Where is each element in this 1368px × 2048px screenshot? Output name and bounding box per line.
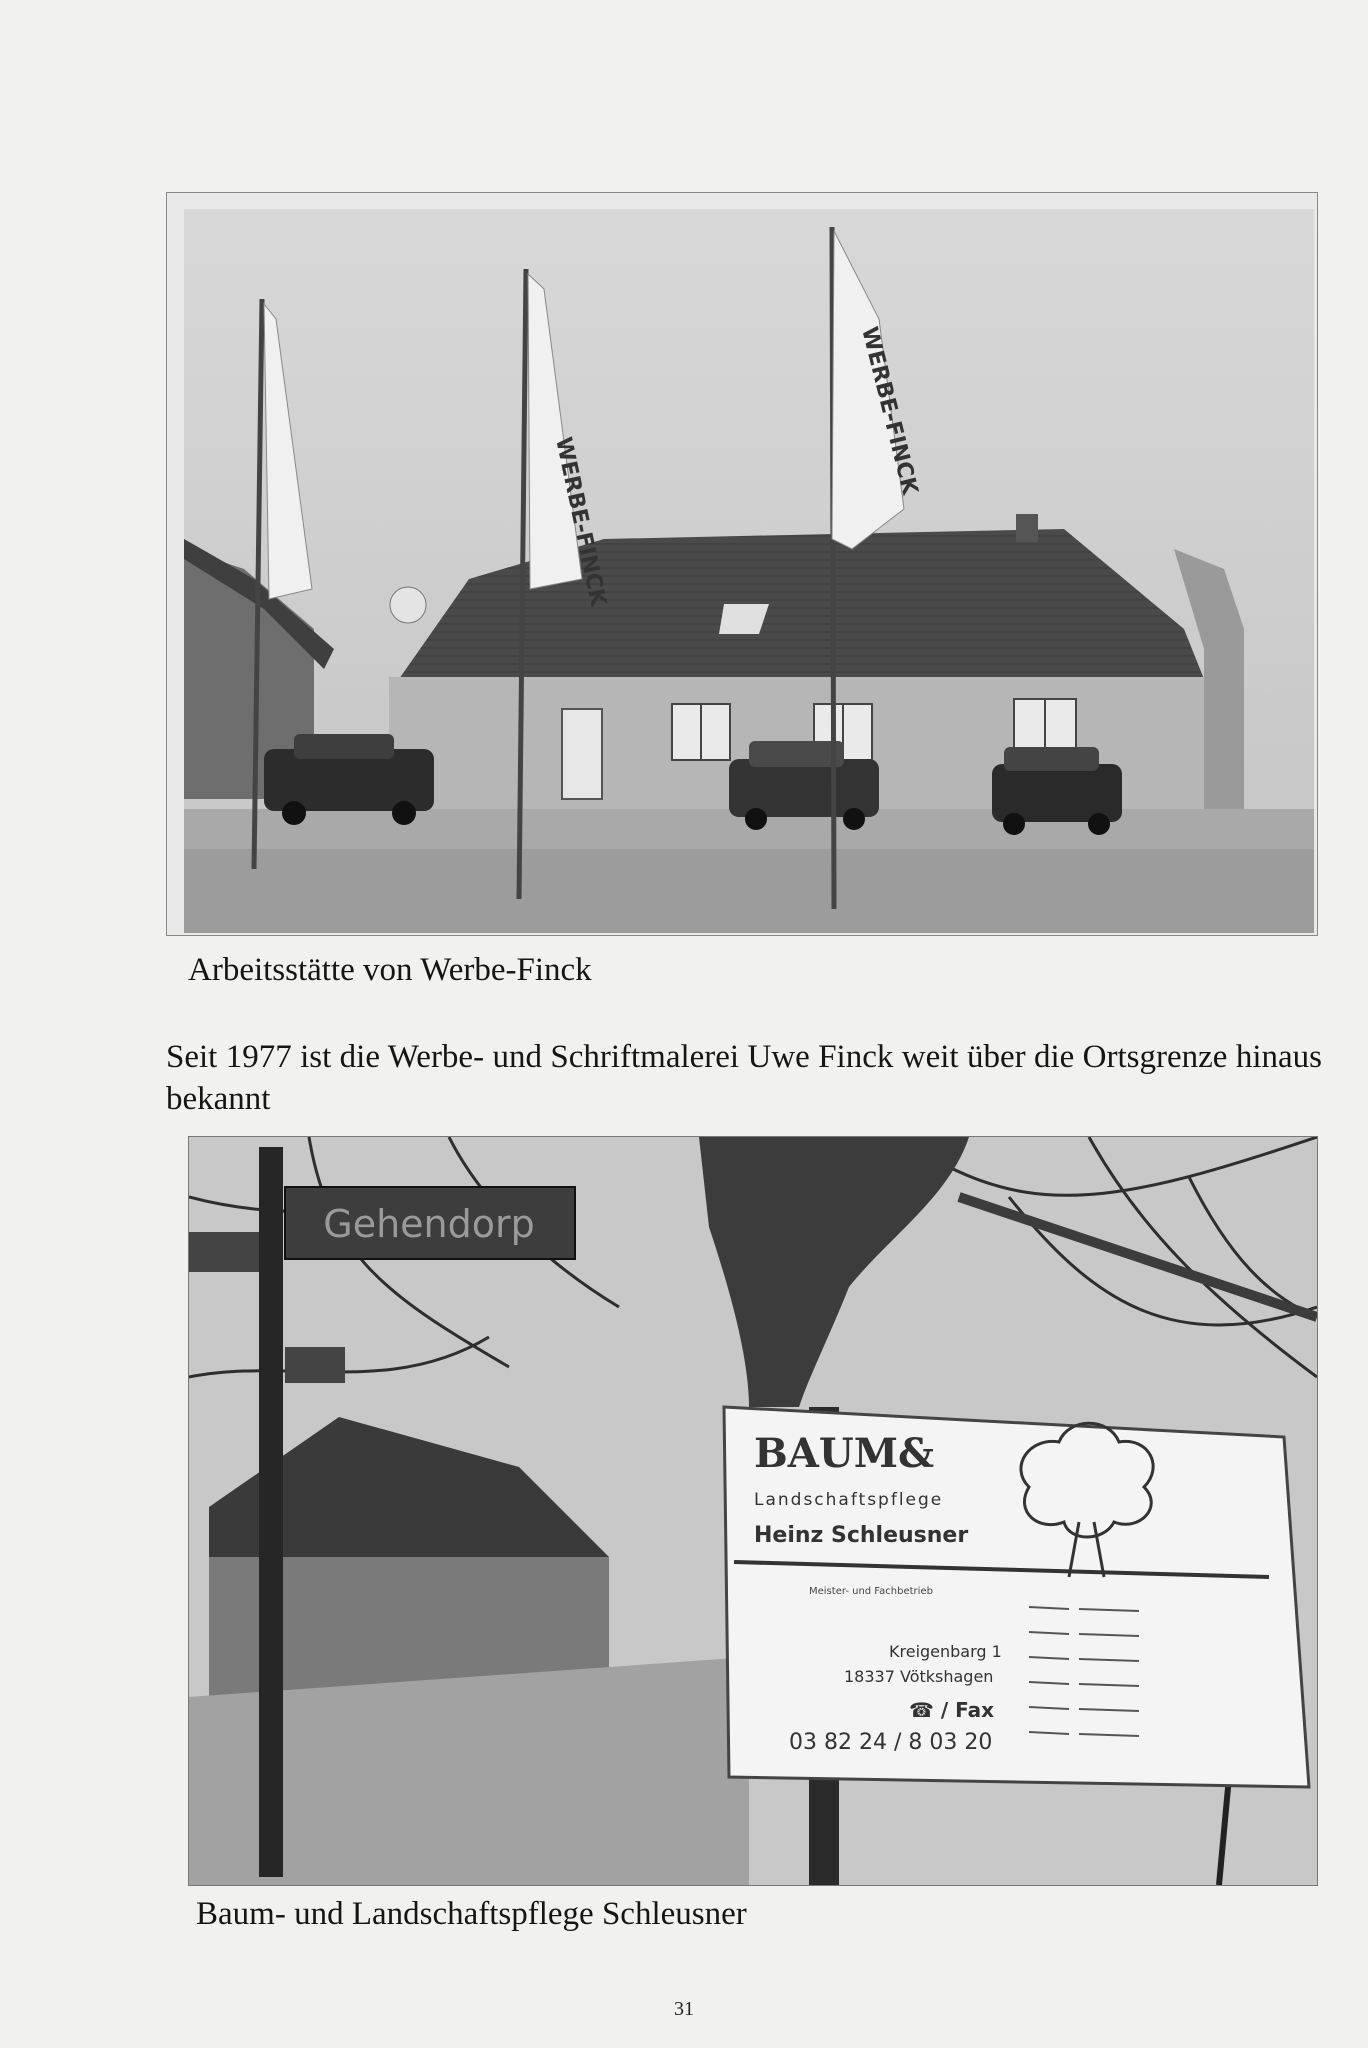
sign-photo-illustration <box>189 1137 1317 1885</box>
satellite-dish <box>390 587 426 623</box>
chimney <box>1016 514 1038 542</box>
sign-arm <box>285 1347 345 1383</box>
flag-lettering: WERBE-FINCK <box>856 324 923 498</box>
sign-title: BAUM& <box>754 1430 935 1477</box>
street-sign-text: Gehendorp <box>323 1202 535 1246</box>
page-number: 31 <box>674 1998 694 2020</box>
paragraph-text: Seit 1977 ist die Werbe- und Schriftmalerei Uwe Finck weit über die Ortsgrenze hinaus bekannt <box>166 1039 1322 1117</box>
sign-phone-label: ☎ / Fax <box>909 1698 995 1722</box>
building-photo-illustration <box>184 209 1314 933</box>
flag-lettering: WERBE-FINCK <box>550 435 611 609</box>
sign-owner: Heinz Schleusner <box>754 1523 969 1548</box>
caption-werbe-finck: Arbeitsstätte von Werbe-Finck <box>188 952 592 988</box>
photo-frame-werbe-finck <box>166 192 1318 936</box>
front-door <box>562 709 602 799</box>
photo-schleusner-sign <box>188 1136 1318 1886</box>
sign-phone: 03 82 24 / 8 03 20 <box>789 1730 993 1755</box>
caption-schleusner: Baum- und Landschaftspflege Schleusner <box>196 1896 747 1932</box>
signpost <box>259 1147 283 1877</box>
photo-werbe-finck-building <box>184 209 1314 933</box>
sign-tagline: Meister- und Fachbetrieb <box>809 1586 933 1597</box>
sign-city: 18337 Vötkshagen <box>844 1667 994 1686</box>
sign-street: Kreigenbarg 1 <box>889 1642 1002 1661</box>
sign-subtitle: Landschaftspflege <box>754 1490 944 1510</box>
sign-arm <box>189 1232 259 1272</box>
